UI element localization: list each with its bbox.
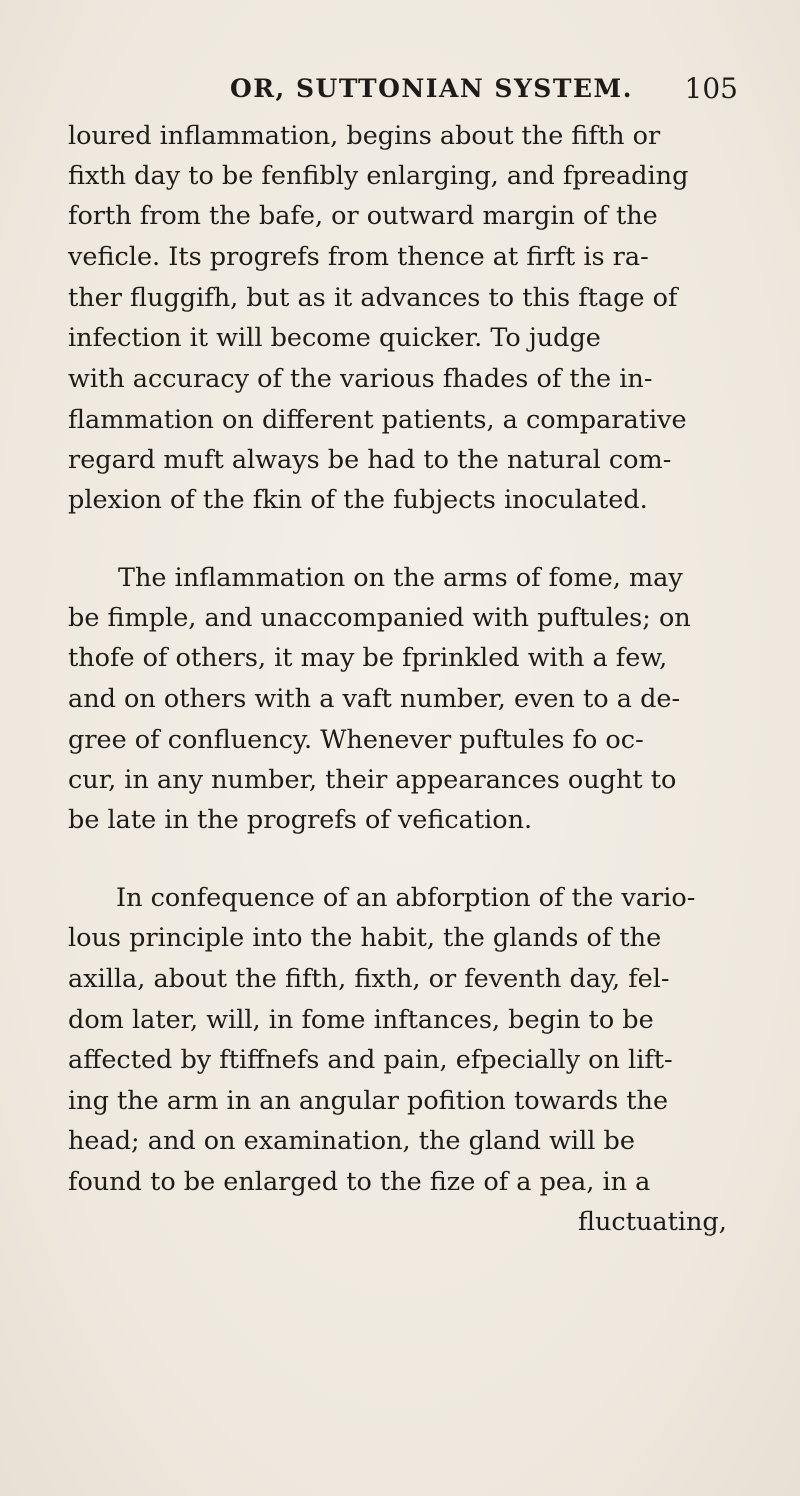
- text-line: ther fluggifh, but as it advances to this ftage of: [68, 283, 678, 313]
- text-line: found to be enlarged to the fize of a pea, in a: [68, 1167, 651, 1197]
- text-line: and on others with a vaft number, even to a de-: [68, 684, 681, 714]
- text-line: The inflammation on the arms of fome, may: [118, 563, 683, 593]
- text-line: infection it will become quicker. To judge: [68, 323, 601, 353]
- text-line: be fimple, and unaccompanied with puftules; on: [68, 603, 691, 633]
- text-line: head; and on examination, the gland will be: [68, 1126, 635, 1156]
- text-line: dom later, will, in fome inftances, begin to be: [68, 1005, 654, 1035]
- text-line: flammation on different patients, a comparative: [68, 405, 687, 435]
- text-line: gree of confluency. Whenever puftules fo oc-: [68, 725, 644, 755]
- text-line: ing the arm in an angular pofition towards the: [68, 1086, 669, 1116]
- text-line: cur, in any number, their appearances ought to: [68, 765, 677, 795]
- catchword: fluctuating,: [578, 1207, 727, 1237]
- text-line: loured inflammation, begins about the fifth or: [68, 121, 661, 151]
- text-line: axilla, about the fifth, fixth, or feventh day, fel-: [68, 964, 670, 994]
- text-line: thofe of others, it may be fprinkled with a few,: [68, 643, 668, 673]
- running-head-title: OR, SUTTONIAN SYSTEM.: [230, 74, 633, 103]
- page-number: 105: [684, 72, 738, 105]
- text-line: forth from the bafe, or outward margin of the: [68, 201, 658, 231]
- text-line: with accuracy of the various fhades of the in-: [68, 364, 653, 394]
- text-line: regard muft always be had to the natural com-: [68, 445, 672, 475]
- text-line: veficle. Its progrefs from thence at firft is ra-: [68, 242, 649, 272]
- text-line: affected by ftiffnefs and pain, efpecially on lift-: [68, 1045, 673, 1075]
- text-line: fixth day to be fenfibly enlarging, and fpreading: [68, 161, 689, 191]
- text-line: In confequence of an abforption of the vario-: [116, 883, 696, 913]
- text-line: lous principle into the habit, the glands of the: [68, 923, 662, 953]
- text-line: be late in the progrefs of vefication.: [68, 805, 533, 835]
- running-head: [0, 64, 800, 114]
- text-line: plexion of the fkin of the fubjects inoculated.: [68, 485, 648, 515]
